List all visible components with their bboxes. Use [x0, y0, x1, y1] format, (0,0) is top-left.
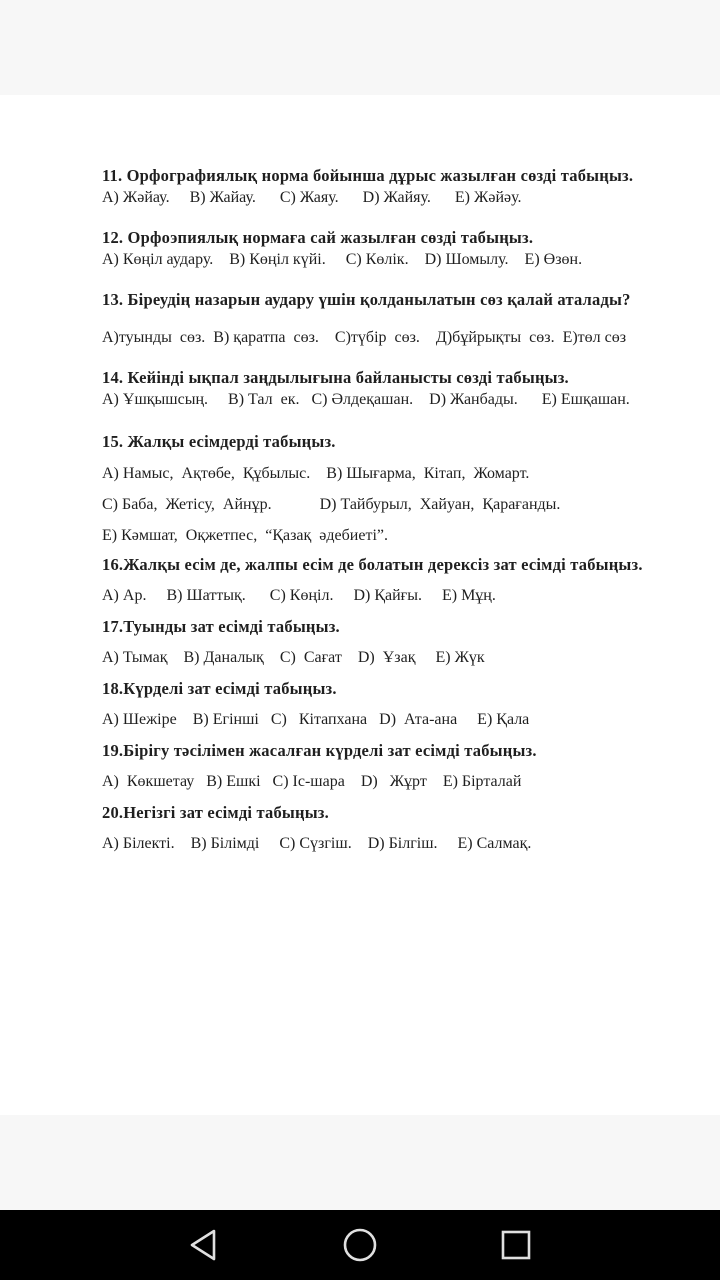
answer-options: А) Тымақ В) Даналық С) Сағат D) Ұзақ Е) Жүк — [102, 649, 485, 666]
test-questions — [102, 165, 664, 855]
answer-option-line: А) Намыс, Ақтөбе, Құбылыс. В) Шығарма, Кітап, Жомарт. — [102, 465, 530, 482]
question-19 — [102, 740, 664, 793]
question-text: 13. Біреудің назарын аудару үшін қолданылатын сөз қалай аталады? — [102, 290, 631, 309]
question-text: 12. Орфоэпиялық нормаға сай жазылған сөзді табыңыз. — [102, 228, 534, 247]
question-17 — [102, 616, 664, 669]
question-text: 15. Жалқы есімдерді табыңыз. — [102, 432, 336, 451]
question-16 — [102, 554, 664, 607]
question-12 — [102, 227, 664, 271]
question-text: 16.Жалқы есім де, жалпы есім де болатын дерексіз зат есімді табыңыз. — [102, 555, 643, 574]
question-13 — [102, 289, 664, 349]
navigation-bar — [0, 1210, 720, 1280]
document-page — [0, 95, 720, 1115]
question-20 — [102, 802, 664, 855]
home-button[interactable] — [340, 1225, 380, 1265]
answer-options: А) Шежіре В) Егінші С) Кітапхана D) Ата-ана Е) Қала — [102, 711, 530, 728]
answer-option-line: Е) Кәмшат, Оқжетпес, “Қазақ әдебиеті”. — [102, 527, 388, 544]
question-text: 18.Күрделі зат есімді табыңыз. — [102, 679, 337, 698]
top-bar — [0, 0, 720, 95]
answer-options: А) Көкшетау В) Ешкі С) Іс-шара D) Жұрт Е) Бірталай — [102, 773, 522, 790]
recents-icon — [496, 1225, 536, 1265]
answer-options: А) Жәйау. В) Жайау. С) Жаяу. D) Жайяу. Е) Жәйәу. — [102, 189, 522, 206]
recents-button[interactable] — [496, 1225, 536, 1265]
question-15 — [102, 431, 664, 547]
question-text: 14. Кейінді ықпал заңдылығына байланысты сөзді табыңыз. — [102, 368, 569, 387]
bottom-area — [0, 1115, 720, 1210]
answer-options: А) Ұшқышсың. В) Тал ек. С) Әлдеқашан. D) Жанбады. Е) Ешқашан. — [102, 391, 630, 408]
question-text: 19.Бірігу тәсілімен жасалған күрделі зат есімді табыңыз. — [102, 741, 537, 760]
question-text: 20.Негізгі зат есімді табыңыз. — [102, 803, 329, 822]
back-icon — [184, 1225, 224, 1265]
answer-option-line: С) Баба, Жетісу, Айнұр. D) Тайбурыл, Хайуан, Қарағанды. — [102, 496, 561, 513]
question-11 — [102, 165, 664, 209]
question-14 — [102, 367, 664, 411]
question-text: 11. Орфографиялық норма бойынша дұрыс жазылған сөзді табыңыз. — [102, 166, 634, 185]
answer-options: А) Білекті. В) Білімді С) Сүзгіш. D) Білгіш. Е) Салмақ. — [102, 835, 532, 852]
question-18 — [102, 678, 664, 731]
home-icon — [340, 1225, 380, 1265]
back-button[interactable] — [184, 1225, 224, 1265]
answer-options: А) Ар. В) Шаттық. С) Көңіл. D) Қайғы. Е) Мұң. — [102, 587, 496, 604]
answer-options: А) Көңіл аудару. В) Көңіл күйі. С) Көлік. D) Шомылу. Е) Өзөн. — [102, 251, 583, 268]
answer-options: А)туынды сөз. В) қаратпа сөз. С)түбір сөз. Д)бұйрықты сөз. Е)төл сөз — [102, 329, 627, 346]
question-text: 17.Туынды зат есімді табыңыз. — [102, 617, 340, 636]
